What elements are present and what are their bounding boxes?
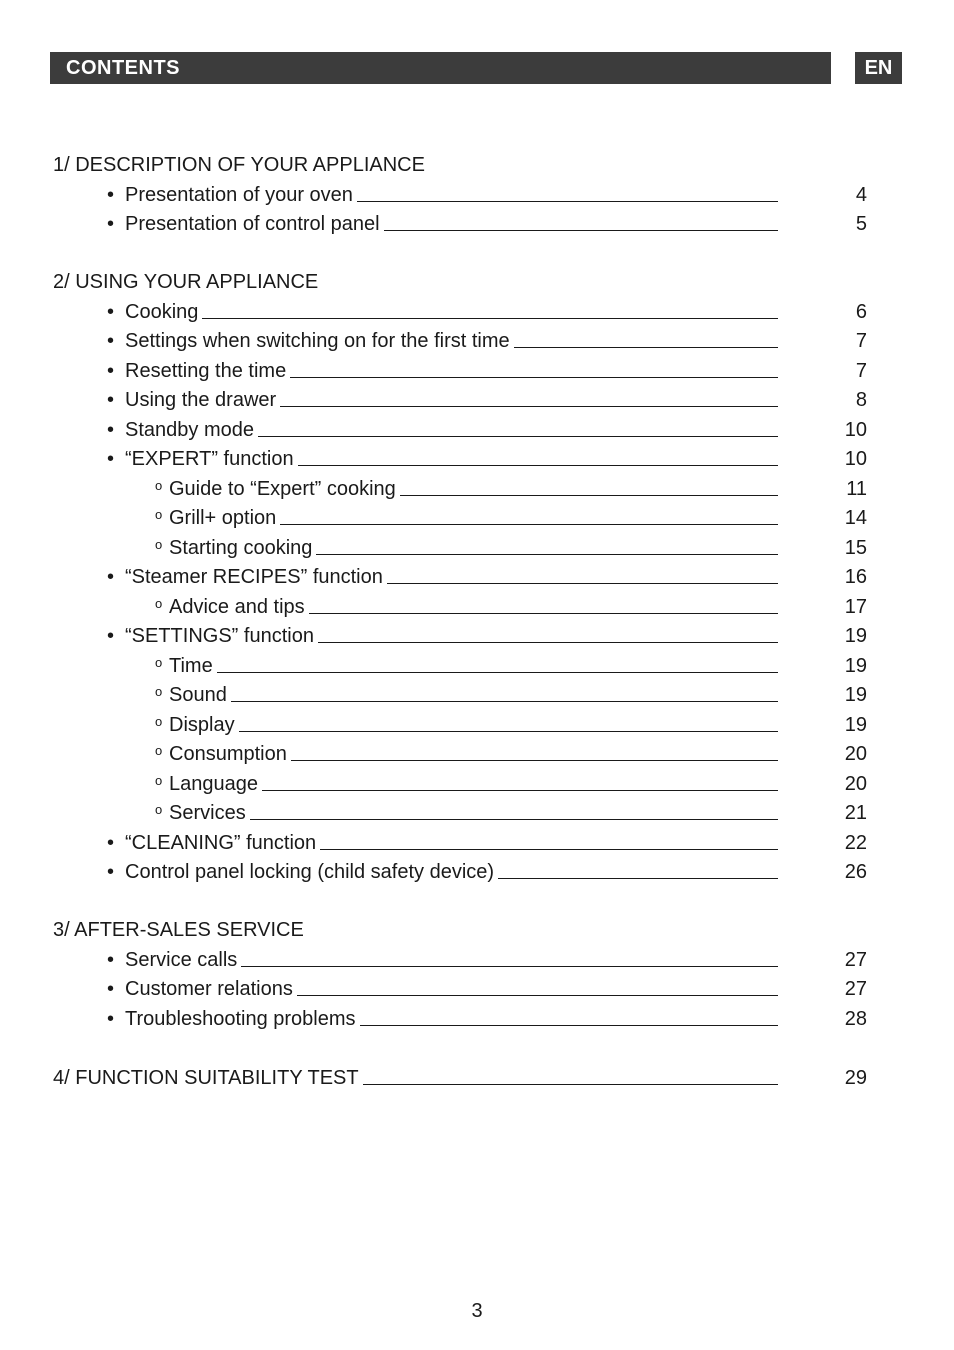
entry-label: Display xyxy=(169,713,239,737)
bullet-marker: • xyxy=(107,566,115,588)
page-ref: 21 xyxy=(844,802,867,824)
bullet-marker: • xyxy=(107,301,115,323)
entry-label: Standby mode xyxy=(125,418,258,442)
page-ref: 7 xyxy=(855,330,867,352)
page-ref: 26 xyxy=(844,861,867,883)
toc-entry[interactable] xyxy=(0,506,954,530)
entry-label: “CLEANING” function xyxy=(125,831,320,855)
page-ref: 22 xyxy=(844,832,867,854)
section-title: 1/ DESCRIPTION OF YOUR APPLIANCE xyxy=(53,154,425,176)
toc-entry[interactable] xyxy=(0,948,954,972)
toc-entry[interactable] xyxy=(0,654,954,678)
toc-entry[interactable] xyxy=(0,742,954,766)
bullet-marker: • xyxy=(107,360,115,382)
entry-label: Presentation of control panel xyxy=(125,212,384,236)
language-code: EN xyxy=(864,57,893,79)
sub-bullet-marker: o xyxy=(155,743,163,758)
page-ref: 28 xyxy=(844,1008,867,1030)
toc-entry[interactable] xyxy=(0,683,954,707)
entry-label: Starting cooking xyxy=(169,536,316,560)
entry-label: Advice and tips xyxy=(169,595,309,619)
page-ref: 5 xyxy=(855,213,867,235)
page-ref: 14 xyxy=(844,507,867,529)
bullet-marker: • xyxy=(107,419,115,441)
page-ref: 6 xyxy=(855,301,867,323)
entry-label: Resetting the time xyxy=(125,359,290,383)
entry-label: Control panel locking (child safety device) xyxy=(125,860,498,884)
toc-entry[interactable] xyxy=(0,388,954,412)
bullet-marker: • xyxy=(107,213,115,235)
page-number: 3 xyxy=(471,1300,483,1322)
section-title: 3/ AFTER-SALES SERVICE xyxy=(53,919,304,941)
language-badge xyxy=(855,52,902,84)
bullet-marker: • xyxy=(107,861,115,883)
toc-entry[interactable] xyxy=(0,329,954,353)
entry-label: Grill+ option xyxy=(169,506,280,530)
bullet-marker: • xyxy=(107,978,115,1000)
leader-line xyxy=(169,731,778,732)
page-ref: 19 xyxy=(844,714,867,736)
leader-line xyxy=(169,672,778,673)
entry-label: Sound xyxy=(169,683,231,707)
bullet-marker: • xyxy=(107,625,115,647)
bullet-marker: • xyxy=(107,184,115,206)
page-ref: 19 xyxy=(844,655,867,677)
toc-entry[interactable] xyxy=(0,536,954,560)
bullet-marker: • xyxy=(107,832,115,854)
page-ref: 11 xyxy=(846,478,867,500)
sub-bullet-marker: o xyxy=(155,714,163,729)
page-ref: 17 xyxy=(844,596,867,618)
page-ref: 27 xyxy=(844,978,867,1000)
page-ref: 7 xyxy=(855,360,867,382)
entry-label: “SETTINGS” function xyxy=(125,624,318,648)
entry-label: Guide to “Expert” cooking xyxy=(169,477,400,501)
toc-entry[interactable] xyxy=(0,801,954,825)
toc-entry[interactable] xyxy=(0,1007,954,1031)
entry-label: Services xyxy=(169,801,250,825)
page-ref: 20 xyxy=(844,773,867,795)
bullet-marker: • xyxy=(107,448,115,470)
leader-line xyxy=(125,318,778,319)
page-ref: 20 xyxy=(844,743,867,765)
bullet-marker: • xyxy=(107,389,115,411)
toc-entry[interactable] xyxy=(0,624,954,648)
page-ref: 15 xyxy=(844,537,867,559)
contents-header xyxy=(50,52,831,84)
page-ref: 10 xyxy=(844,419,867,441)
page-ref: 8 xyxy=(855,389,867,411)
page-ref: 4 xyxy=(855,184,867,206)
bullet-marker: • xyxy=(107,330,115,352)
sub-bullet-marker: o xyxy=(155,596,163,611)
page-ref: 16 xyxy=(844,566,867,588)
toc-entry[interactable] xyxy=(0,831,954,855)
page-ref: 29 xyxy=(844,1067,867,1089)
bullet-marker: • xyxy=(107,949,115,971)
sub-bullet-marker: o xyxy=(155,537,163,552)
toc-section-entry[interactable] xyxy=(0,1066,954,1090)
page-ref: 19 xyxy=(844,684,867,706)
toc-entry[interactable] xyxy=(0,565,954,589)
entry-label: Consumption xyxy=(169,742,291,766)
entry-label: Troubleshooting problems xyxy=(125,1007,360,1031)
toc-entry[interactable] xyxy=(0,713,954,737)
entry-label: “EXPERT” function xyxy=(125,447,298,471)
toc-entry[interactable] xyxy=(0,595,954,619)
toc-entry[interactable] xyxy=(0,359,954,383)
toc-entry[interactable] xyxy=(0,977,954,1001)
entry-label: Cooking xyxy=(125,300,202,324)
page-ref: 10 xyxy=(844,448,867,470)
section-title: 2/ USING YOUR APPLIANCE xyxy=(53,271,319,293)
entry-label: Customer relations xyxy=(125,977,297,1001)
sub-bullet-marker: o xyxy=(155,655,163,670)
entry-label: Time xyxy=(169,654,217,678)
entry-label: Using the drawer xyxy=(125,388,280,412)
sub-bullet-marker: o xyxy=(155,684,163,699)
sub-bullet-marker: o xyxy=(155,507,163,522)
leader-line xyxy=(169,701,778,702)
sub-bullet-marker: o xyxy=(155,773,163,788)
toc-entry[interactable] xyxy=(0,447,954,471)
entry-label: “Steamer RECIPES” function xyxy=(125,565,387,589)
page-ref: 27 xyxy=(844,949,867,971)
toc-entry[interactable] xyxy=(0,418,954,442)
entry-label: Presentation of your oven xyxy=(125,183,357,207)
toc-entry[interactable] xyxy=(0,772,954,796)
section-title: 4/ FUNCTION SUITABILITY TEST xyxy=(53,1066,363,1090)
page-ref: 19 xyxy=(844,625,867,647)
entry-label: Language xyxy=(169,772,262,796)
toc-entry[interactable] xyxy=(0,183,954,207)
entry-label: Settings when switching on for the first time xyxy=(125,329,514,353)
toc-entry[interactable] xyxy=(0,212,954,236)
leader-line xyxy=(169,819,778,820)
toc-entry[interactable] xyxy=(0,860,954,884)
entry-label: Service calls xyxy=(125,948,241,972)
contents-title: CONTENTS xyxy=(66,57,180,79)
bullet-marker: • xyxy=(107,1008,115,1030)
sub-bullet-marker: o xyxy=(155,802,163,817)
sub-bullet-marker: o xyxy=(155,478,163,493)
toc-entry[interactable] xyxy=(0,300,954,324)
toc-entry[interactable] xyxy=(0,477,954,501)
